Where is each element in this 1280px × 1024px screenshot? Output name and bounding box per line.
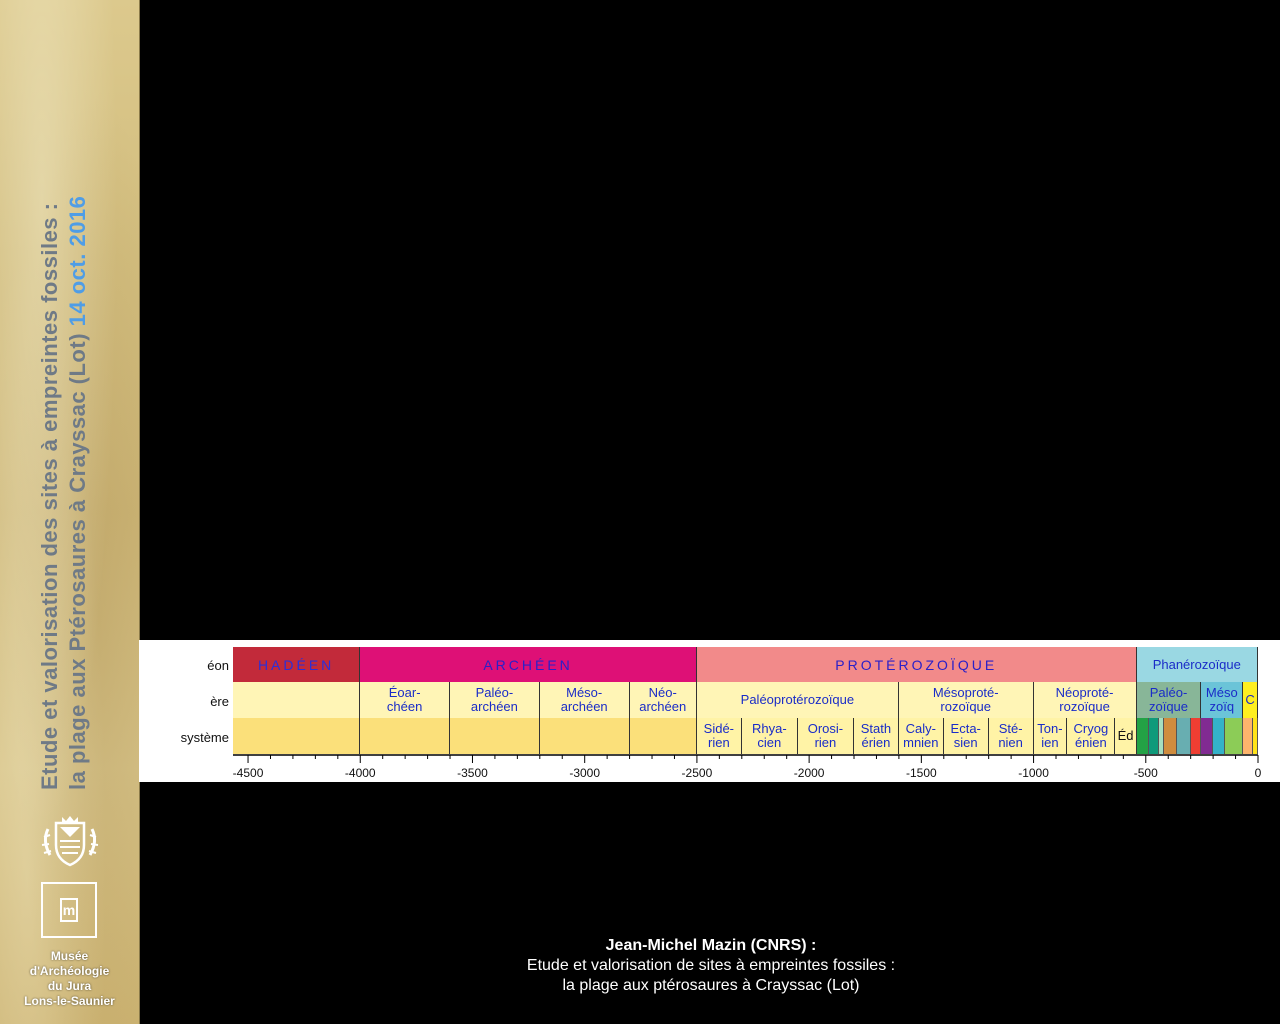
eon-cell: HADÉEN — [233, 647, 360, 682]
eon-cell: Phanérozoïque — [1137, 647, 1258, 682]
era-cell: Néo- archéen — [630, 682, 697, 718]
axis-tick-label: 0 — [1254, 766, 1262, 780]
caption-line-1: Etude et valorisation de sites à empreintes fossiles : — [526, 957, 896, 974]
phanerozoic-system-bar — [1201, 718, 1212, 754]
axis-tick-label: -4000 — [344, 766, 376, 780]
title-line-2-text: la plage aux Ptérosaures à Crayssac (Lot) — [65, 332, 90, 790]
row-label-era: ère — [210, 694, 229, 709]
system-cell: Sté- nien — [989, 718, 1034, 754]
system-cell: Rhya- cien — [742, 718, 798, 754]
axis-tick-label: -1500 — [905, 766, 937, 780]
title-line-2 — [64, 30, 92, 790]
museum-name-line: du Jura — [47, 979, 92, 993]
era-cell — [233, 682, 360, 718]
museum-name — [0, 949, 139, 1009]
system-cell: Orosi- rien — [798, 718, 854, 754]
eon-cell: ARCHÉEN — [360, 647, 697, 682]
phanerozoic-system-bar — [1149, 718, 1158, 754]
era-cell: Mésoproté- rozoïque — [899, 682, 1034, 718]
caption-author: Jean-Michel Mazin (CNRS) : — [605, 937, 817, 954]
museum-name-line: d'Archéologie — [29, 964, 110, 978]
axis-tick-label: -2000 — [793, 766, 825, 780]
era-cell: C — [1243, 682, 1258, 718]
era-cell: Paléo- zoïque — [1137, 682, 1202, 718]
axis-tick-label: -2500 — [681, 766, 713, 780]
system-cell: Caly- mnien — [899, 718, 944, 754]
caption — [420, 936, 1002, 996]
caption-line-2: la plage aux ptérosaures à Crayssac (Lot) — [562, 977, 860, 994]
era-cell: Néoproté- rozoïque — [1034, 682, 1137, 718]
system-cell — [540, 718, 630, 754]
era-cell: Paléo- archéen — [450, 682, 540, 718]
system-cell: Stath érien — [854, 718, 899, 754]
phanerozoic-system-bar — [1225, 718, 1243, 754]
coat-of-arms-icon — [38, 815, 102, 871]
system-cell — [360, 718, 450, 754]
museum-logo-icon — [41, 882, 97, 938]
era-cell: Méso zoïq — [1201, 682, 1243, 718]
system-cell — [233, 718, 360, 754]
axis-tick-label: -1000 — [1018, 766, 1049, 780]
era-cell: Paléoprotérozoïque — [697, 682, 899, 718]
era-cell: Éoar- chéen — [360, 682, 450, 718]
system-cell: Ecta- sien — [944, 718, 989, 754]
row-label-eon: éon — [207, 658, 229, 673]
row-label-system: système — [180, 730, 229, 745]
phanerozoic-system-bar — [1164, 718, 1177, 754]
phanerozoic-system-bar — [1213, 718, 1226, 754]
talk-date: 14 oct. 2016 — [65, 195, 90, 327]
system-cell — [630, 718, 697, 754]
system-cell: Ton- ien — [1034, 718, 1068, 754]
phanerozoic-system-bar — [1253, 718, 1258, 754]
axis-tick-label: -3000 — [569, 766, 601, 780]
time-axis — [139, 754, 1280, 782]
system-cell: Éd — [1115, 718, 1136, 754]
eon-cell: PROTÉROZOÏQUE — [697, 647, 1137, 682]
sidebar — [0, 0, 140, 1024]
title-line-1: Etude et valorisation des sites à empreintes fossiles : — [37, 202, 62, 790]
phanerozoic-system-bar — [1177, 718, 1190, 754]
museum-name-line: Lons-le-Saunier — [24, 994, 115, 1008]
geologic-timescale — [139, 640, 1280, 782]
system-cell: Sidé- rien — [697, 718, 742, 754]
era-cell: Méso- archéen — [540, 682, 630, 718]
museum-logo-letter: m — [60, 898, 78, 922]
phanerozoic-system-bar — [1191, 718, 1202, 754]
axis-tick-label: -500 — [1133, 766, 1158, 780]
vertical-title — [36, 30, 92, 790]
phanerozoic-system-bar — [1243, 718, 1253, 754]
museum-name-line: Musée — [50, 949, 89, 963]
system-cell — [450, 718, 540, 754]
system-cell: Cryog énien — [1067, 718, 1115, 754]
phanerozoic-system-bar — [1137, 718, 1150, 754]
axis-tick-label: -3500 — [457, 766, 488, 780]
axis-tick-label: -4500 — [232, 766, 264, 780]
